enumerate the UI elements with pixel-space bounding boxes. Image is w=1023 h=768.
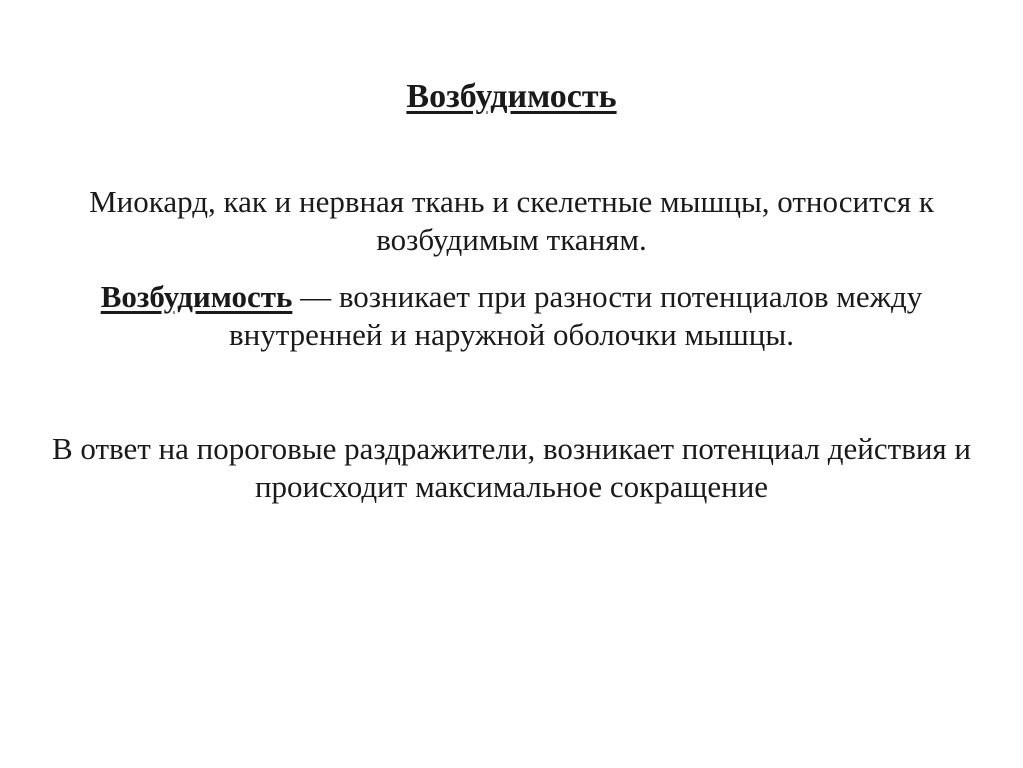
paragraph-definition [50,278,973,354]
slide-title: Возбудимость [406,78,617,115]
paragraph-myocardium: Миокард, как и нервная ткань и скелетные мышцы, относится к возбудимым тканям. [89,184,934,257]
paragraph-action-potential: В ответ на пороговые раздражители, возникает потенциал действия и происходит максимальное сокращение [51,431,972,504]
definition-term: Возбудимость [100,279,293,314]
definition-text: — возникает при разности потенциалов между внутренней и наружной оболочки мышцы. [229,279,923,352]
